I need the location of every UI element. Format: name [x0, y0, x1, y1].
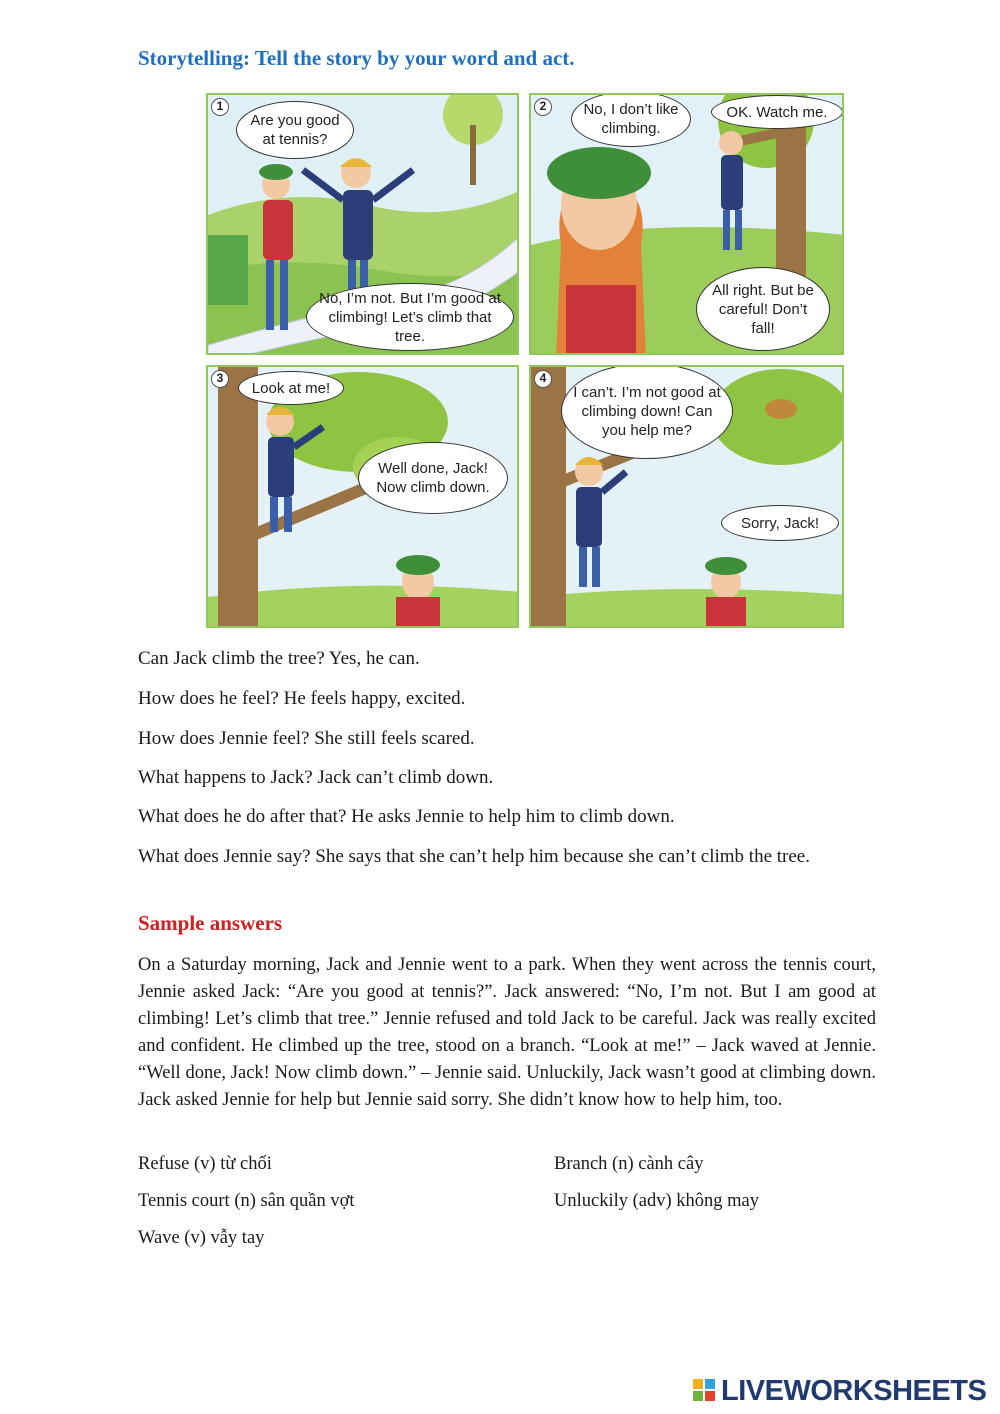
comic-strip: [206, 93, 844, 628]
comic-panel-2: [529, 93, 844, 355]
speech-bubble: Well done, Jack! Now climb down.: [358, 442, 508, 514]
logo-text: LIVEWORKSHEETS: [721, 1374, 987, 1407]
question-1: Can Jack climb the tree? Yes, he can.: [138, 648, 420, 669]
panel-number: 2: [534, 98, 552, 116]
jennie-figure: [547, 147, 651, 355]
panel-number: 4: [534, 370, 552, 388]
speech-bubble: No, I’m not. But I’m good at climbing! Let’s climb that tree.: [306, 283, 514, 351]
speech-bubble: Sorry, Jack!: [721, 505, 839, 541]
speech-bubble: No, I don’t like climbing.: [571, 93, 691, 147]
liveworksheets-logo[interactable]: [693, 1374, 986, 1408]
question-5: What does he do after that? He asks Jennie to help him to climb down.: [138, 806, 675, 827]
vocab-branch: Branch (n) cành cây: [554, 1154, 704, 1174]
panel-number: 1: [211, 98, 229, 116]
speech-bubble: I can’t. I’m not good at climbing down! Can you help me?: [561, 365, 733, 459]
speech-bubble: All right. But be careful! Don’t fall!: [696, 267, 830, 351]
logo-grid-icon: [693, 1379, 717, 1403]
question-2: How does he feel? He feels happy, excited.: [138, 688, 466, 709]
panel-number: 3: [211, 370, 229, 388]
sample-answer-paragraph: On a Saturday morning, Jack and Jennie went to a park. When they went across the tennis court, Jennie asked Jack: “Are you good at tennis?”. Jack answered: “No, I’m not. But I am good at climbing! Let’s climb that tree.” Jennie refused and told Jack to be careful. Jack was really excited and confident. He climbed up the tree, stood on a branch. “Look at me!” – Jack waved at Jennie. “Well done, Jack! Now climb down.” – Jennie said. Unluckily, Jack wasn’t good at climbing down. Jack asked Jennie for help but Jennie said sorry. She didn’t know how to help him, too.: [138, 955, 876, 1111]
speech-bubble: Look at me!: [238, 371, 344, 405]
comic-panel-1: [206, 93, 519, 355]
vocab-unluckily: Unluckily (adv) không may: [554, 1191, 759, 1211]
question-4: What happens to Jack? Jack can’t climb down.: [138, 767, 494, 788]
sample-answers-heading: Sample answers: [138, 911, 283, 935]
vocab-refuse: Refuse (v) từ chối: [138, 1154, 272, 1174]
vocab-tennis-court: Tennis court (n) sân quần vợt: [138, 1191, 355, 1211]
vocab-wave: Wave (v) vẫy tay: [138, 1228, 265, 1248]
comic-panel-3: [206, 365, 519, 628]
page-title: Storytelling: Tell the story by your word and act.: [138, 46, 575, 70]
question-6: What does Jennie say? She says that she can’t help him because she can’t climb the tree.: [138, 846, 810, 867]
speech-bubble: Are you good at tennis?: [236, 101, 354, 159]
question-3: How does Jennie feel? She still feels scared.: [138, 728, 475, 749]
speech-bubble: OK. Watch me.: [711, 95, 843, 129]
comic-panel-4: [529, 365, 844, 628]
